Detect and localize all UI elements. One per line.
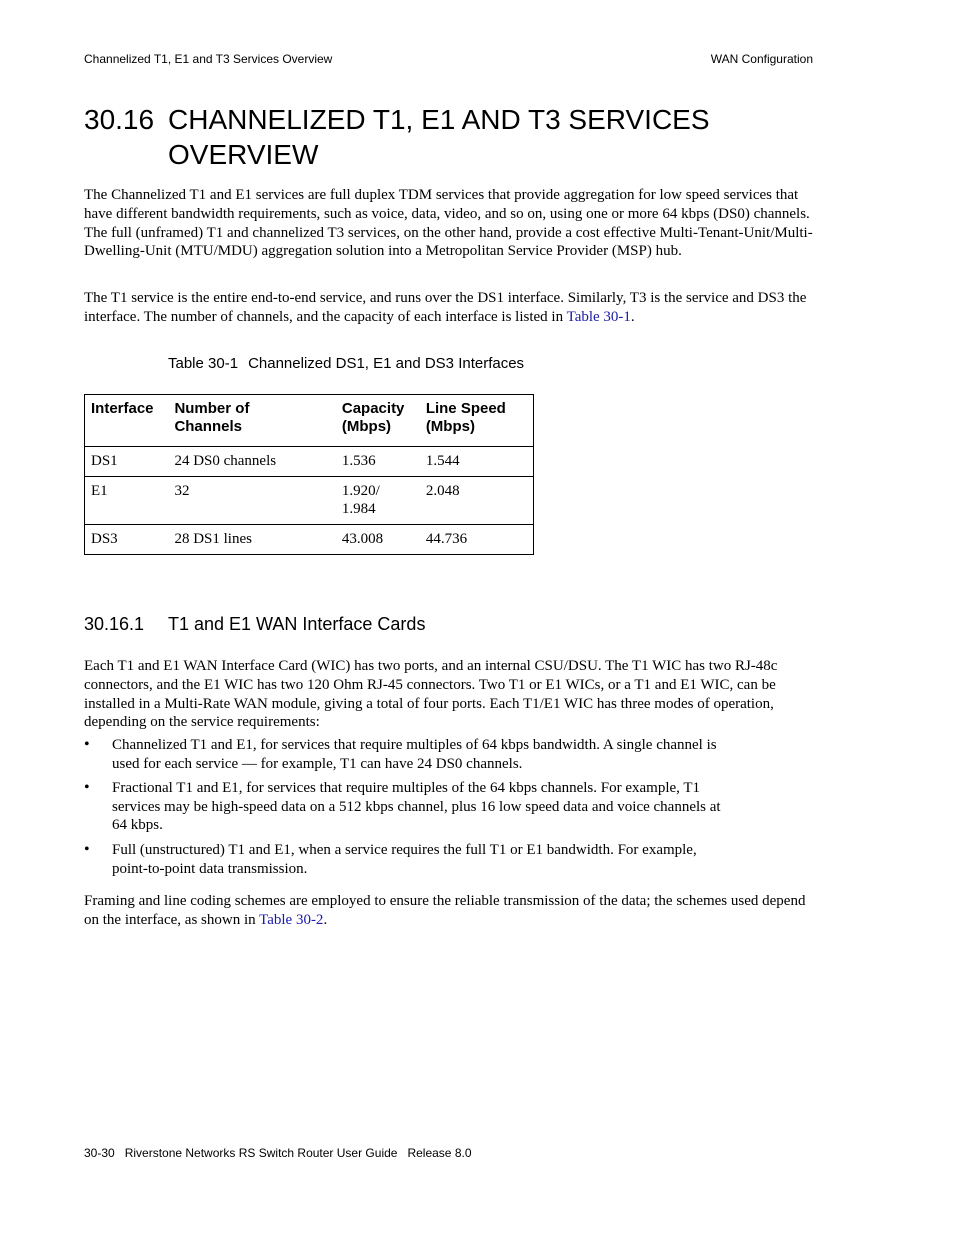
- subsection-title: [84, 614, 425, 635]
- interface-paragraph: [84, 289, 819, 327]
- list-item: • Full (unstructured) T1 and E1, when a service requires the full T1 or E1 bandwidth. For example, point-to-point data transmission.: [84, 840, 697, 877]
- section-title: [84, 102, 824, 172]
- list-item: • Fractional T1 and E1, for services that require multiples of the 64 kbps channels. For example, T1 services may be high-speed data on a 512 kbps channel, plus 16 low speed data and voice channels at 64 kbps.: [84, 779, 721, 834]
- cell-line-speed: 2.048: [420, 477, 534, 525]
- section-number: 30.16: [84, 104, 155, 135]
- cell-capacity: 43.008: [336, 525, 420, 555]
- header-number-of-channels: Number of Channels: [168, 395, 335, 447]
- table-row: [85, 447, 534, 477]
- interface-paragraph-end: .: [630, 308, 635, 325]
- framing-paragraph: [84, 892, 819, 930]
- framing-paragraph-text: Framing and line coding schemes are employed to ensure the reliable transmission of the data; the schemes used depend on the interface, as shown in: [84, 893, 806, 928]
- cell-channels: 28 DS1 lines: [168, 525, 335, 555]
- header-interface: Interface: [85, 395, 169, 447]
- interface-paragraph-text: The T1 service is the entire end-to-end service, and runs over the DS1 interface. Similarly, T3 is the service and DS3 the interface. The number of channels, and the capacity of each interface is listed in: [84, 290, 807, 325]
- cell-line-speed: 44.736: [420, 525, 534, 555]
- cell-interface: E1: [85, 477, 169, 525]
- subsection-title-text: T1 and E1 WAN Interface Cards: [168, 614, 426, 634]
- running-header-left: Channelized T1, E1 and T3 Services Overview: [84, 52, 333, 66]
- table-30-2-link[interactable]: Table 30-2: [259, 911, 324, 928]
- intro-paragraph: The Channelized T1 and E1 services are full duplex TDM services that provide aggregation for low speed services that have different bandwidth requirements, such as voice, data, video, and so on, using one or more 64 kbps (DS0) channels. The full (unframed) T1 and channelized T3 services, on the other hand, provide a cost effective Multi-Tenant-Unit/Multi-Dwelling-Unit (MTU/MDU) aggregation solution into a Metropolitan Service Provider (MSP) hub.: [84, 187, 813, 260]
- cell-line-speed: 1.544: [420, 447, 534, 477]
- section-title-line1: CHANNELIZED T1, E1 AND T3 SERVICES: [168, 104, 710, 135]
- header-line-speed: Line Speed (Mbps): [420, 395, 534, 447]
- cell-capacity: 1.920/ 1.984: [336, 477, 420, 525]
- bullet-icon: •: [84, 736, 90, 753]
- table-row: [85, 525, 534, 555]
- running-header-right: WAN Configuration: [710, 52, 813, 66]
- table-caption-label: Table 30-1: [168, 355, 239, 372]
- header-capacity: Capacity (Mbps): [336, 395, 420, 447]
- wic-intro-paragraph: Each T1 and E1 WAN Interface Card (WIC) has two ports, and an internal CSU/DSU. The T1 WIC has two RJ-48c connectors, and the E1 WIC has two 120 Ohm RJ-45 connectors. Two T1 or E1 WICs, or a T1 and E1 WIC, can be installed in a Multi-Rate WAN module, giving a total of four ports. Each T1/E1 WIC has three modes of operation, depending on the service requirements:: [84, 658, 778, 731]
- cell-capacity: 1.536: [336, 447, 420, 477]
- table-caption-title: Channelized DS1, E1 and DS3 Interfaces: [248, 355, 525, 372]
- bullet-icon: •: [84, 779, 90, 797]
- page-footer: 30-30 Riverstone Networks RS Switch Router User Guide Release 8.0: [84, 1146, 472, 1160]
- bullet-icon: •: [84, 840, 90, 858]
- section-title-line2: OVERVIEW: [168, 139, 319, 170]
- table-header-row: [85, 395, 534, 447]
- framing-paragraph-end: .: [323, 911, 328, 928]
- list-item: • Channelized T1 and E1, for services that require multiples of 64 kbps bandwidth. A single channel is used for each service — for example, T1 can have 24 DS0 channels.: [84, 736, 717, 772]
- cell-channels: 24 DS0 channels: [168, 447, 335, 477]
- table-row: [85, 477, 534, 525]
- table-30-1-link[interactable]: Table 30-1: [566, 308, 631, 325]
- subsection-number: 30.16.1: [84, 614, 145, 634]
- cell-channels: 32: [168, 477, 335, 525]
- interfaces-table: [84, 394, 534, 555]
- cell-interface: DS3: [85, 525, 169, 555]
- table-caption: [168, 355, 524, 372]
- cell-interface: DS1: [85, 447, 169, 477]
- wic-modes-list: [84, 736, 734, 884]
